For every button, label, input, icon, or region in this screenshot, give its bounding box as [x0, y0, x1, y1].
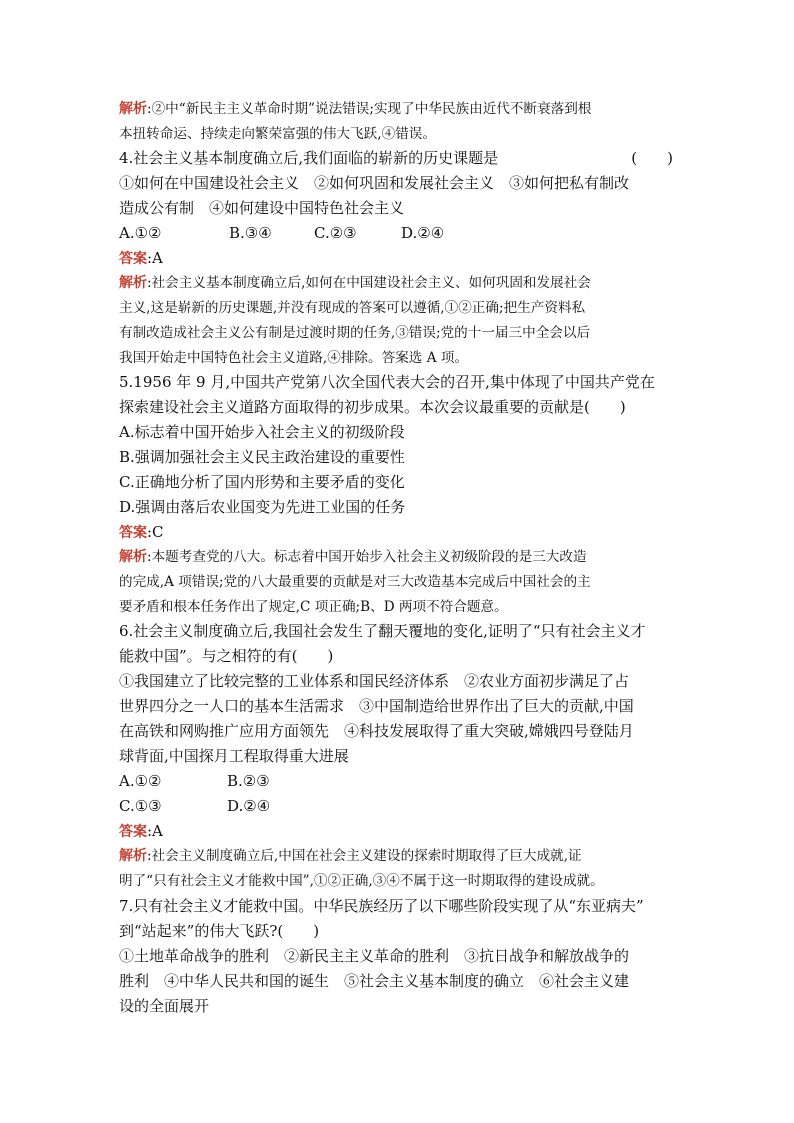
answer-value: :C — [147, 523, 164, 541]
question-items: ①我国建立了比较完整的工业体系和国民经济体系 ②农业方面初步满足了占 — [119, 672, 630, 690]
analysis-text: 我国开始走中国特色社会主义道路,④排除。答案选 A 项。 — [119, 350, 469, 366]
analysis-text: :本题考查党的八大。标志着中国开始步入社会主义初级阶段的是三大改造 — [147, 549, 587, 565]
analysis-label: 解析 — [119, 848, 147, 864]
option-d: D.②④ — [401, 224, 445, 242]
analysis-text: 有制改造成社会主义公有制是过渡时期的任务,③错误;党的十一届三中全会以后 — [119, 325, 591, 341]
question-stem: 探索建设社会主义道路方面取得的初步成果。本次会议最重要的贡献是( ) — [119, 398, 626, 416]
question-items: 在高铁和网购推广应用方面领先 ④科技发展取得了重大突破,嫦娥四号登陆月 — [119, 722, 634, 740]
answer-label: 答案 — [119, 525, 147, 541]
analysis-text: 主义,这是崭新的历史课题,并没有现成的答案可以遵循,①②正确;把生产资料私 — [119, 300, 586, 316]
question-items: 设的全面展开 — [119, 997, 210, 1015]
analysis-text: :②中“新民主主义革命时期”说法错误;实现了中华民族由近代不断衰落到根 — [147, 101, 592, 117]
answer-label: 答案 — [119, 251, 147, 267]
analysis-text: 明了“只有社会主义才能救中国”,①②正确,③④不属于这一时期取得的建设成就。 — [119, 873, 604, 889]
question-items: ①土地革命战争的胜利 ②新民主主义革命的胜利 ③抗日战争和解放战争的 — [119, 947, 630, 965]
question-stem: 4.社会主义基本制度确立后,我们面临的崭新的历史课题是 — [119, 149, 499, 167]
question-items: 球背面,中国探月工程取得重大进展 — [119, 747, 349, 765]
question-5 — [119, 370, 679, 620]
option-d: D.②④ — [227, 797, 271, 815]
analysis-label: 解析 — [119, 275, 147, 291]
answer-value: :A — [147, 249, 163, 267]
option-c: C.①③ — [119, 797, 162, 815]
question-stem: 5.1956 年 9 月,中国共产党第八次全国代表大会的召开,集中体现了中国共产党在 — [119, 373, 655, 391]
question-items: ①如何在中国建设社会主义 ②如何巩固和发展社会主义 ③如何把私有制改 — [119, 174, 630, 192]
question-7 — [119, 894, 679, 1019]
option-row — [119, 769, 679, 794]
option-a: A.标志着中国开始步入社会主义的初级阶段 — [119, 423, 405, 441]
answer-value: :A — [147, 822, 163, 840]
option-b: B.③④ — [229, 224, 272, 242]
option-b: B.强调加强社会主义民主政治建设的重要性 — [119, 448, 405, 466]
option-row — [119, 794, 679, 819]
question-stem: 7.只有社会主义才能救中国。中华民族经历了以下哪些阶段实现了从“东亚病夫” — [119, 897, 644, 915]
option-a: A.①② — [119, 224, 162, 242]
analysis-text: 本扭转命运、持续走向繁荣富强的伟大飞跃,④错误。 — [119, 126, 436, 142]
analysis-text: 要矛盾和根本任务作出了规定,C 项正确;B、D 两项不符合题意。 — [119, 599, 508, 615]
answer-label: 答案 — [119, 824, 147, 840]
option-a: A.①② — [119, 772, 162, 790]
question-items: 造成公有制 ④如何建设中国特色社会主义 — [119, 199, 405, 217]
answer-line — [119, 520, 679, 545]
option-b: B.②③ — [227, 772, 270, 790]
answer-line — [119, 246, 679, 271]
analysis-text: :社会主义制度确立后,中国在社会主义建设的探索时期取得了巨大成就,证 — [147, 848, 582, 864]
option-c: C.正确地分析了国内形势和主要矛盾的变化 — [119, 473, 405, 491]
question-items: 世界四分之一人口的基本生活需求 ③中国制造给世界作出了巨大的贡献,中国 — [119, 697, 634, 715]
question-stem: 6.社会主义制度确立后,我国社会发生了翻天覆地的变化,证明了“只有社会主义才 — [119, 622, 646, 640]
answer-line — [119, 819, 679, 844]
q3-analysis — [119, 97, 679, 147]
question-4 — [119, 146, 679, 371]
question-stem: 能救中国”。与之相符的有( ) — [119, 647, 334, 665]
analysis-text: 的完成,A 项错误;党的八大最重要的贡献是对三大改造基本完成后中国社会的主 — [119, 574, 591, 590]
question-stem: 到“站起来”的伟大飞跃?( ) — [119, 922, 320, 940]
analysis-text: :社会主义基本制度确立后,如何在中国建设社会主义、如何巩固和发展社会 — [147, 275, 591, 291]
question-items: 胜利 ④中华人民共和国的诞生 ⑤社会主义基本制度的确立 ⑥社会主义建 — [119, 972, 630, 990]
option-d: D.强调由落后农业国变为先进工业国的任务 — [119, 498, 406, 516]
analysis-label: 解析 — [119, 549, 147, 565]
analysis-label: 解析 — [119, 101, 147, 117]
option-c: C.②③ — [314, 224, 357, 242]
question-6 — [119, 619, 679, 894]
answer-bracket: ( ) — [631, 149, 673, 167]
option-row — [119, 221, 679, 246]
